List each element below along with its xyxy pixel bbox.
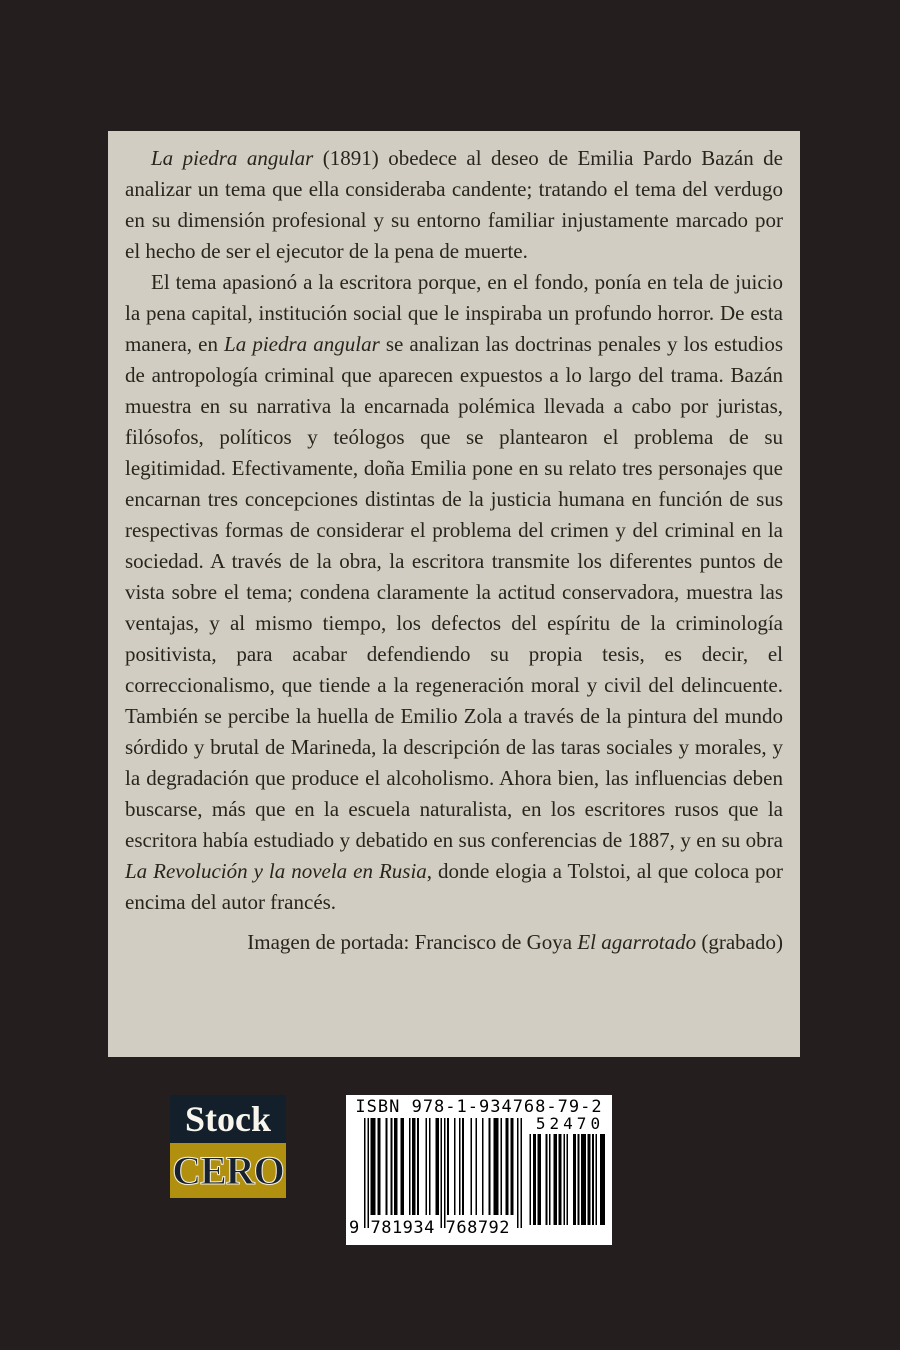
synopsis-paragraph-2 <box>125 267 783 918</box>
synopsis-text: , donde elogia a Tolstoi, al que coloca por encima del autor francés. <box>125 859 783 914</box>
price-code-label: 52470 <box>535 1114 605 1133</box>
artwork-title-italic: El agarrotado <box>577 930 697 954</box>
ean13-digits: 9 781934 768792 <box>349 1218 511 1238</box>
cover-image-credit <box>125 927 783 957</box>
synopsis-text: El tema apasionó a la escritora porque, en el fondo, ponía en tela de juicio la pena capital, institución social que le inspiraba un profundo horror. De esta manera, en <box>125 270 783 356</box>
credit-text: (grabado) <box>696 930 783 954</box>
credit-text: Imagen de portada: Francisco de Goya <box>247 930 578 954</box>
synopsis-text: se analizan las doctrinas penales y los estudios de antropología criminal que aparecen expuestos a lo largo del trama. Bazán muestra en su narrativa la encarnada polémica llevada a cabo por juristas, filósofos, políticos y teólogos que se plantearon el problema de su legitimidad. Efectivamente, doña Emilia pone en su relato tres personajes que encarnan tres concepciones distintas de la justicia humana en función de sus respectivas formas de considerar el problema del crimen y del criminal en la sociedad. A través de la obra, la escritora transmite los diferentes puntos de vista sobre el tema; condena claramente la actitud conservadora, muestra las ventajas, y al mismo tiempo, los defectos del espíritu de la criminología positivista, para acabar defendiendo su propia tesis, es decir, el correccionalismo, que tiende a la regeneración moral y civil del delincuente. También se percibe la huella de Emilio Zola a través de la pintura del mundo sórdido y brutal de Marineda, la descripción de las taras sociales y morales, y la degradación que produce el alcoholismo. Ahora bien, las influencias deben buscarse, más que en la escuela naturalista, en los escritores rusos que la escritora había estudiado y debatido en sus conferencias de 1887, y en su obra <box>125 332 784 852</box>
ean5-supplement-barcode <box>528 1134 605 1225</box>
book-title-italic: La piedra angular <box>224 332 380 356</box>
work-title-italic: La Revolución y la novela en Rusia <box>125 859 427 883</box>
back-cover-text-panel <box>108 131 800 1057</box>
book-title-italic: La piedra angular <box>151 146 314 170</box>
publisher-logo-bottom-text: CERO <box>170 1143 286 1198</box>
isbn-barcode-block <box>346 1095 612 1245</box>
synopsis-paragraph-1 <box>125 143 783 267</box>
ean13-barcode <box>364 1118 522 1228</box>
isbn-label: ISBN 978-1-934768-79-2 <box>355 1097 603 1117</box>
publisher-logo <box>170 1095 286 1198</box>
publisher-logo-top-text: Stock <box>170 1095 286 1143</box>
synopsis-text: (1891) obedece al deseo de Emilia Pardo Bazán de analizar un tema que ella consideraba candente; tratando el tema del verdugo en su dimensión profesional y su entorno familiar injustamente marcado por el hecho de ser el ejecutor de la pena de muerte. <box>125 146 783 263</box>
